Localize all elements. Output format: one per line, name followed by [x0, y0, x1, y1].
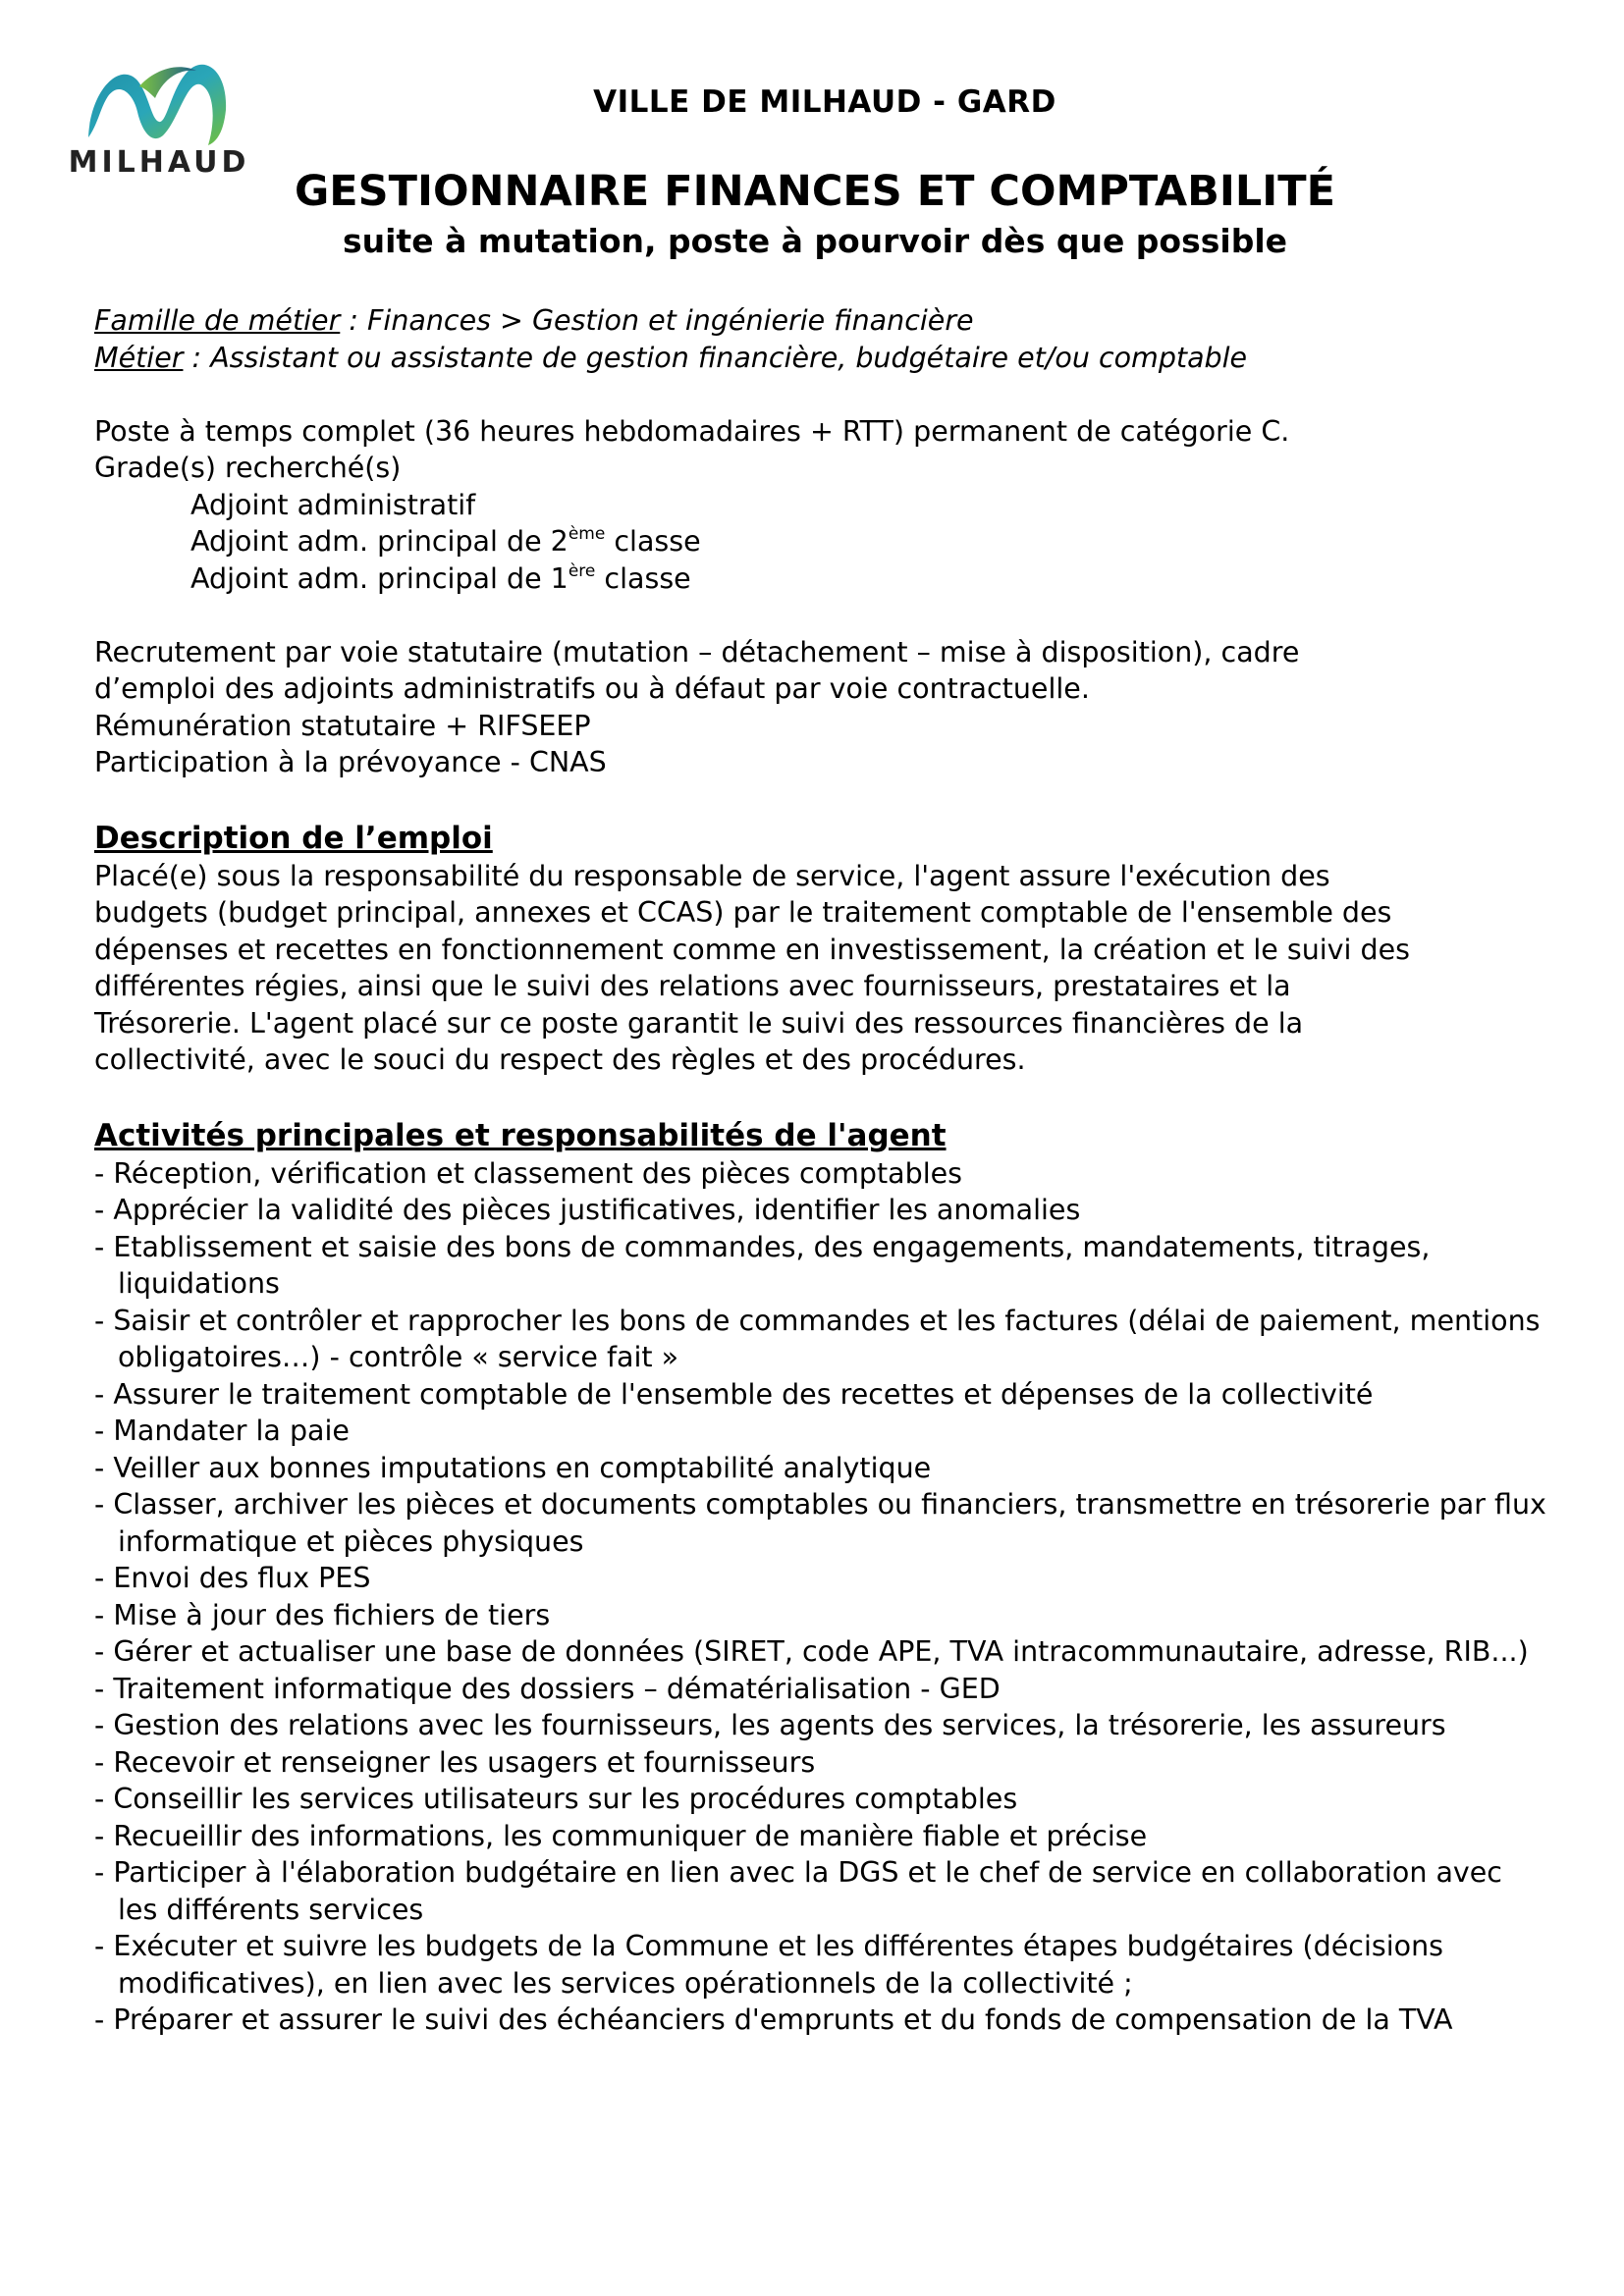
grades-label: Grade(s) recherché(s): [94, 452, 402, 484]
activity-item: - Exécuter et suivre les budgets de la Commune et les différentes étapes budgétaires (décisions modificatives), en lien avec les services opérationnels de la collectivité ;: [94, 1930, 1443, 2000]
activity-item: - Participer à l'élaboration budgétaire en lien avec la DGS et le chef de service en collaboration avec les différents services: [94, 1856, 1502, 1926]
description-line: dépenses et recettes en fonctionnement comme en investissement, la création et le suivi des: [94, 933, 1411, 966]
activity-item: - Conseillir les services utilisateurs sur les procédures comptables: [94, 1783, 1018, 1815]
activity-item: - Apprécier la validité des pièces justificatives, identifier les anomalies: [94, 1194, 1081, 1226]
description-line: différentes régies, ainsi que le suivi des relations avec fournisseurs, prestataires et la: [94, 970, 1291, 1002]
milhaud-logo: [61, 51, 257, 179]
grade-item: Adjoint adm. principal de 2ème classe: [190, 524, 701, 558]
famille-line: [94, 302, 1547, 340]
activity-item: - Assurer le traitement comptable de l'ensemble des recettes et dépenses de la collectivité: [94, 1377, 1374, 1411]
grade-item: Adjoint adm. principal de 1ère classe: [190, 561, 691, 595]
grade-item: Adjoint administratif: [190, 488, 476, 521]
description-line: collectivité, avec le souci du respect des règles et des procédures.: [94, 1043, 1026, 1076]
job-title: GESTIONNAIRE FINANCES ET COMPTABILITÉ: [295, 167, 1335, 216]
activity-item: - Préparer et assurer le suivi des échéanciers d'emprunts et du fonds de compensation de la TVA: [94, 2003, 1453, 2036]
activity-item: - Veiller aux bonnes imputations en comptabilité analytique: [94, 1451, 932, 1484]
description-heading: Description de l’emploi: [94, 821, 493, 856]
activity-item: - Recevoir et renseigner les usagers et fournisseurs: [94, 1745, 816, 1779]
description-line: budgets (budget principal, annexes et CCAS) par le traitement comptable de l'ensemble des: [94, 896, 1392, 929]
activity-item: - Gérer et actualiser une base de données (SIRET, code APE, TVA intracommunautaire, adresse, RIB...): [94, 1635, 1529, 1668]
metier-value: : Assistant ou assistante de gestion financière, budgétaire et/ou comptable: [183, 341, 1248, 374]
logo-text: MILHAUD: [68, 145, 250, 180]
recrutement-line: d’emploi des adjoints administratifs ou à défaut par voie contractuelle.: [94, 672, 1090, 705]
famille-value: : Finances > Gestion et ingénierie financière: [340, 304, 974, 337]
activity-item: - Traitement informatique des dossiers – dématérialisation - GED: [94, 1672, 1001, 1705]
activity-item: - Recueillir des informations, les communiquer de manière fiable et précise: [94, 1819, 1148, 1852]
metier-label: Métier: [94, 341, 184, 374]
activity-item: - Envoi des flux PES: [94, 1562, 371, 1594]
document-body: [94, 302, 1547, 2039]
recrutement-line: Recrutement par voie statutaire (mutation – détachement – mise à disposition), cadre: [94, 635, 1300, 668]
activites-heading: Activités principales et responsabilités de l'agent: [94, 1118, 947, 1153]
job-subtitle: suite à mutation, poste à pourvoir dès que possible: [342, 222, 1288, 260]
prevoyance-line: Participation à la prévoyance - CNAS: [94, 746, 607, 778]
description-line: Placé(e) sous la responsabilité du responsable de service, l'agent assure l'exécution des: [94, 859, 1330, 892]
activity-item: - Saisir et contrôler et rapprocher les bons de commandes et les factures (délai de paiement, mentions obligatoires…) - contrôle « service fait »: [94, 1304, 1541, 1373]
activity-item: - Mandater la paie: [94, 1415, 350, 1447]
activity-item: - Etablissement et saisie des bons de commandes, des engagements, mandatements, titrages, liquidations: [94, 1230, 1431, 1300]
poste-line: Poste à temps complet (36 heures hebdomadaires + RTT) permanent de catégorie C.: [94, 414, 1290, 448]
activity-item: - Classer, archiver les pièces et documents comptables ou financiers, transmettre en trésorerie par flux informatique et pièces physiques: [94, 1488, 1546, 1558]
remuneration-line: Rémunération statutaire + RIFSEEP: [94, 709, 591, 742]
organization-name: VILLE DE MILHAUD - GARD: [593, 84, 1056, 120]
description-line: Trésorerie. L'agent placé sur ce poste garantit le suivi des ressources financières de la: [94, 1006, 1304, 1040]
activity-item: - Gestion des relations avec les fournisseurs, les agents des services, la trésorerie, les assureurs: [94, 1709, 1446, 1741]
activity-item: - Réception, vérification et classement des pièces comptables: [94, 1156, 963, 1190]
activity-item: - Mise à jour des fichiers de tiers: [94, 1598, 551, 1631]
milhaud-m-logo-icon: [81, 51, 238, 149]
metier-line: [94, 340, 1547, 377]
famille-label: Famille de métier: [94, 304, 341, 337]
